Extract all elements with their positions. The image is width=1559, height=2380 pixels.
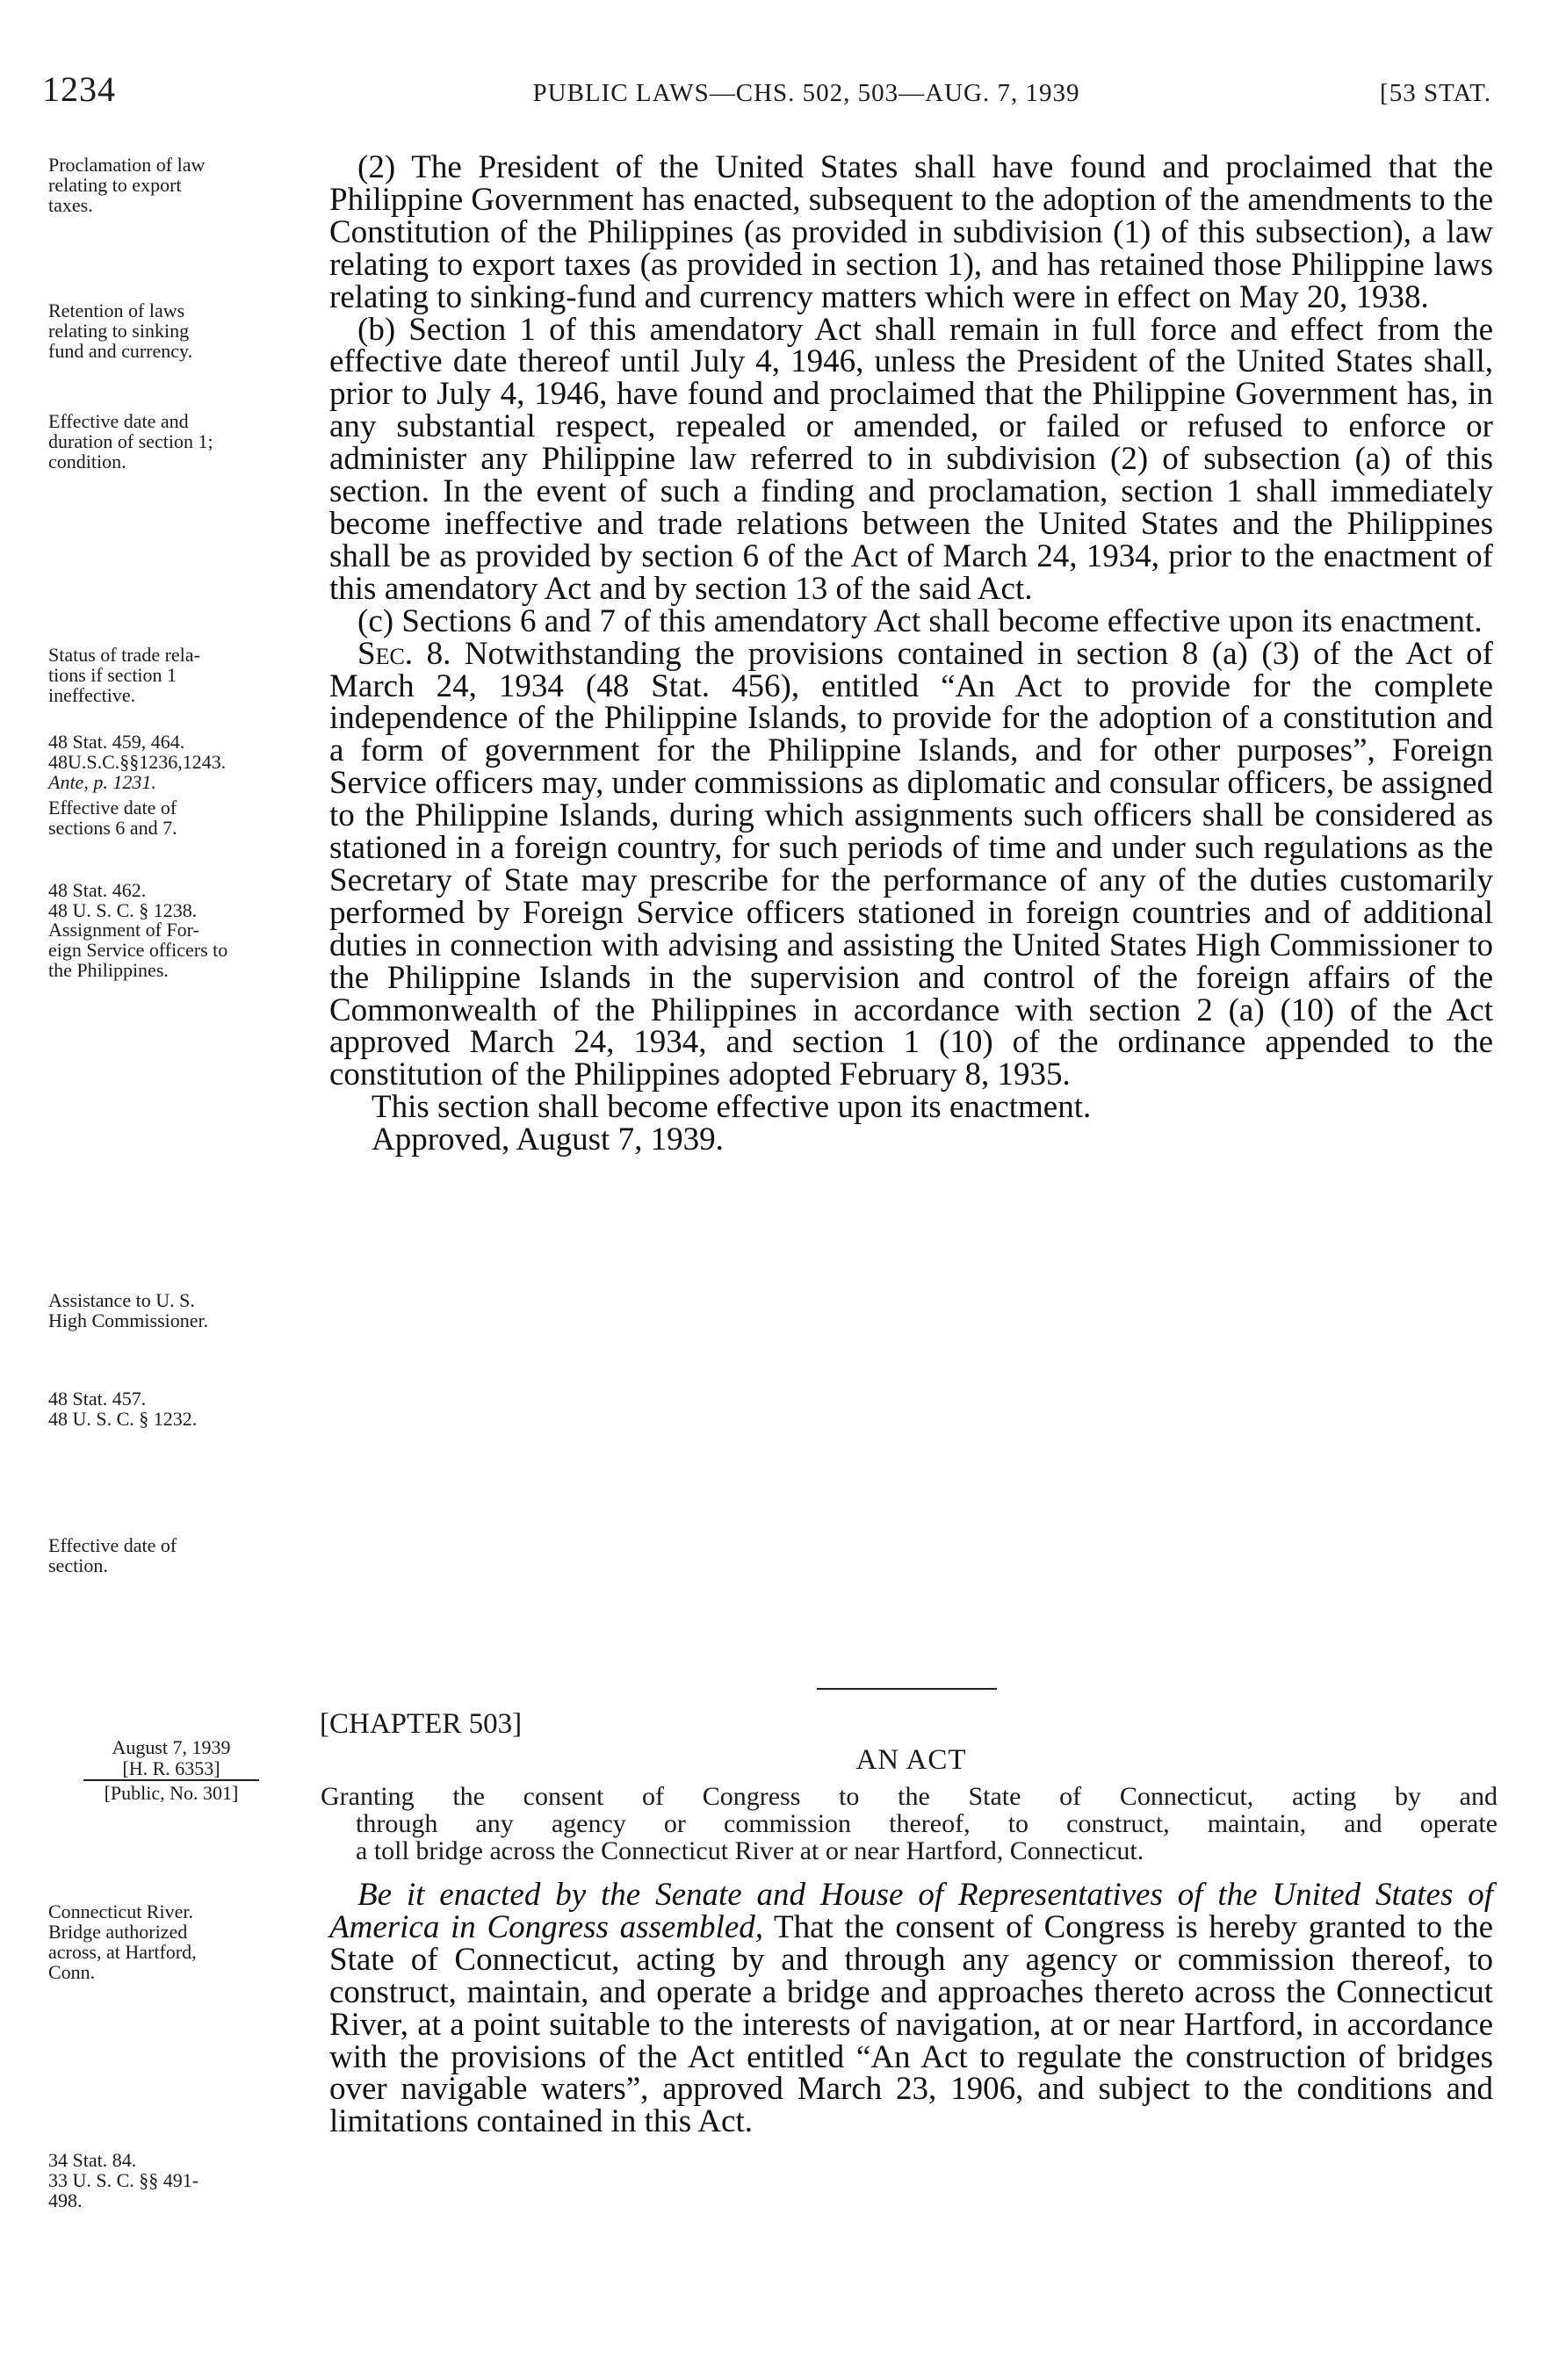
bill-number: [H. R. 6353]: [83, 1758, 259, 1781]
separator-rule: [817, 1688, 997, 1690]
running-head: [42, 69, 1491, 112]
bill-info: [57, 1737, 285, 1804]
margin-note-line: 34 Stat. 84.: [48, 2149, 137, 2171]
margin-note-high-commissioner: [48, 1290, 312, 1331]
subsection-c: (c) Sections 6 and 7 of this amendatory Act shall become effective upon its enactment.: [357, 602, 1483, 639]
act-title-line: Granting the consent of Congress to the State of Connecticut, acting by and: [321, 1782, 1498, 1811]
margin-note-line: Bridge authorized: [48, 1921, 188, 1943]
margin-note-line: Assignment of For-: [48, 919, 199, 941]
margin-note-line: 498.: [48, 2189, 83, 2211]
enacting-body: That the consent of Congress is hereby granted to the State of Connecticut, acting by and through any agency or commission thereof, to construct, maintain, and operate a bridge and approaches thereto across the Connecticut River, at a point suitable to the interests of navigation, at or near Hartford, in accordance with the provisions of the Act entitled “An Act to regulate the construction of bridges over navigable waters”, approved March 23, 1906, and subject to the conditions and limitations contained in this Act.: [329, 1908, 1493, 2140]
margin-note-line: tions if section 1: [48, 664, 177, 686]
margin-note-line: Assistance to U. S.: [48, 1289, 195, 1311]
act-title-line: a toll bridge across the Connecticut River at or near Hartford, Connecticut.: [356, 1836, 1144, 1865]
enacting-paragraph: [329, 1879, 1493, 2138]
margin-note-foreign-service: [48, 920, 312, 980]
margin-note-line: 48U.S.C.§§1236,1243.: [48, 751, 227, 773]
section-8-label: Sec. 8.: [357, 635, 451, 672]
margin-note-sections-6-7: [48, 797, 312, 838]
running-title: PUBLIC LAWS—CHS. 502, 503—AUG. 7, 1939: [532, 79, 1080, 107]
margin-note-line: 48 U. S. C. § 1238.: [48, 899, 198, 921]
margin-note-line: 48 Stat. 457.: [48, 1388, 147, 1410]
margin-note-line: eign Service officers to: [48, 939, 228, 961]
margin-note-proclamation: [48, 155, 312, 215]
margin-note-line: Effective date of: [48, 1534, 177, 1556]
chapter-heading: [CHAPTER 503]: [320, 1708, 523, 1740]
margin-note-retention: [48, 300, 312, 361]
margin-note-citation-1: [48, 732, 312, 792]
margin-note-line: 48 Stat. 462.: [48, 879, 147, 901]
margin-note-citation-2: [48, 880, 312, 920]
margin-note-line: High Commissioner.: [48, 1309, 209, 1331]
margin-note-line: the Philippines.: [48, 959, 169, 981]
volume-reference: [53 STAT.: [1380, 79, 1491, 107]
chapter-503-body: [329, 1879, 1493, 2138]
margin-note-line: Retention of laws: [48, 299, 185, 321]
act-label: AN ACT: [855, 1744, 967, 1776]
enacting-clause: Be it enacted by the Senate and House of Representatives of the United States of America in Congress assembled,: [329, 1877, 1493, 1945]
margin-note-line: Connecticut River.: [48, 1900, 193, 1922]
margin-note-line: 48 U. S. C. § 1232.: [48, 1408, 198, 1430]
margin-note-line: Effective date and: [48, 410, 189, 432]
subsection-a2: (2) The President of the United States shall have found and proclaimed that the Philippine Government has enacted, subsequent to the adoption of the amendments to the Constitution of the Philippines (as provided in subdivision (1) of this subsection), a law relating to export taxes (as provided in section 1), and has retained those Philippine laws relating to sinking-fund and currency matters which were in effect on May 20, 1938.: [329, 149, 1493, 315]
margin-note-line: Ante, p. 1231.: [48, 771, 156, 793]
margin-note-trade-relations: [48, 645, 312, 705]
subsection-b: (b) Section 1 of this amendatory Act shall remain in full force and effect from the effective date thereof until July 4, 1946, unless the President of the United States shall, prior to July 4, 1946, have found and proclaimed that the Philippine Government has, in any substantial respect, repealed or amended, or failed or refused to enforce or administer any Philippine law referred to in subdivision (2) of subsection (a) of this section. In the event of such a finding and proclamation, section 1 shall immediately become ineffective and trade relations between the United States and the Philippines shall be as provided by section 6 of the Act of March 24, 1934, prior to the enactment of this amendatory Act and by section 13 of the said Act.: [329, 311, 1493, 607]
margin-note-line: 33 U. S. C. §§ 491-: [48, 2169, 199, 2191]
margin-note-line: Conn.: [48, 1961, 96, 1983]
margin-note-line: taxes.: [48, 194, 93, 216]
margin-note-line: 48 Stat. 459, 464.: [48, 731, 185, 753]
margin-note-line: Proclamation of law: [48, 154, 206, 176]
margin-note-line: duration of section 1;: [48, 430, 213, 452]
margin-note-section-effective: [48, 1535, 312, 1576]
margin-note-connecticut-river: [48, 1901, 312, 1982]
margin-note-citation-3: [48, 1388, 312, 1429]
section-8-text: Notwithstanding the provisions contained in section 8 (a) (3) of the Act of March 24, 1934 (48 Stat. 456), entitled “An Act to provide for the complete independence of the Philippine Islands, to provide for the adoption of a constitution and a form of government for the Philippine Islands, and for other purposes”, Foreign Service officers may, under commissions as diplomatic and consular officers, be assigned to the Philippine Islands, during which assignments such officers shall be considered as stationed in a foreign country, for such periods of time and under such regulations as the Secretary of State may prescribe for the performance of any of the duties customarily performed by Foreign Service officers stationed in foreign countries and of additional duties in connection with advising and assisting the United States High Commissioner to the Philippine Islands in the supervision and control of the foreign affairs of the Commonwealth of the Philippines in accordance with section 2 (a) (10) of the Act approved March 24, 1934, and section 1 (10) of the ordinance appended to the constitution of the Philippines adopted February 8, 1935.: [329, 635, 1493, 1093]
section-8-effective: This section shall become effective upon its enactment.: [372, 1089, 1092, 1126]
page-number: 1234: [42, 69, 116, 109]
margin-note-line: section.: [48, 1554, 108, 1576]
act-title-line: through any agency or commission thereof, to construct, maintain, and operate: [356, 1809, 1498, 1838]
margin-note-line: fund and currency.: [48, 340, 193, 362]
public-law-number: [Public, No. 301]: [104, 1782, 239, 1804]
margin-note-line: sections 6 and 7.: [48, 817, 177, 839]
act-title: [321, 1783, 1498, 1864]
margin-note-line: condition.: [48, 451, 126, 472]
margin-note-line: relating to sinking: [48, 320, 190, 342]
margin-note-line: Effective date of: [48, 797, 177, 819]
margin-note-effective-date: [48, 411, 312, 472]
margin-note-citation-4: [48, 2150, 312, 2211]
section-7-8-text: [329, 149, 1493, 1158]
bill-date: August 7, 1939: [112, 1736, 231, 1758]
margin-note-line: Status of trade rela-: [48, 644, 200, 666]
section-8: [329, 635, 1493, 1093]
margin-note-line: relating to export: [48, 174, 182, 196]
margin-note-line: across, at Hartford,: [48, 1941, 197, 1963]
approval-line: Approved, August 7, 1939.: [372, 1121, 724, 1158]
margin-note-line: ineffective.: [48, 684, 136, 706]
